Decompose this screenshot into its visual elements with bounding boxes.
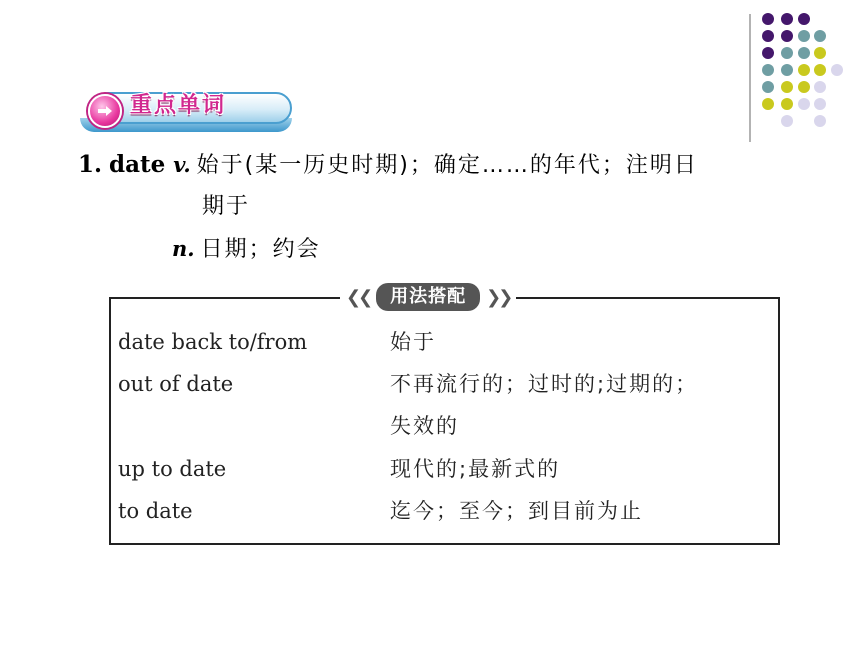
section-badge [78,86,294,136]
noun-meaning: 日期；约会 [200,237,321,262]
decorative-dot [762,81,774,93]
entry-number: 1. [78,151,103,178]
verb-meaning-line2: 期于 [202,194,251,219]
decorative-dot [762,98,774,110]
decorative-dot [798,98,810,110]
usage-phrase: up to date [118,457,227,481]
usage-meaning: 失效的 [390,414,459,438]
decorative-dot [814,81,826,93]
decorative-dot [781,30,793,42]
decorative-dot [814,98,826,110]
usage-meaning: 不再流行的；过时的;过期的； [390,372,699,396]
verb-pos: v. [173,152,191,177]
arrow-right-icon [97,105,113,117]
usage-meaning: 迄今；至今；到目前为止 [390,499,643,523]
decorative-dot [762,47,774,59]
decorative-dot [814,64,826,76]
usage-title: 用法搭配 [376,283,480,311]
section-title: 重点单词 [130,93,227,118]
decorative-dot [781,81,793,93]
decorative-dot [781,64,793,76]
usage-meaning: 现代的;最新式的 [390,457,561,481]
decorative-dot [781,98,793,110]
entry-word: date [109,151,166,178]
arrow-circle-icon [88,94,122,128]
decorative-dot [762,30,774,42]
entry-noun-line [172,234,321,265]
verb-meaning-line1: 始于(某一历史时期)；确定……的年代；注明日 [196,153,698,178]
decorative-dot [798,81,810,93]
decorative-dot [798,30,810,42]
decorative-dot [814,115,826,127]
chevron-left-icon: ❮❮ [346,286,371,308]
divider-line [749,14,751,142]
decorative-dot [762,64,774,76]
usage-meaning: 始于 [390,330,436,354]
decorative-dot [798,13,810,25]
chevron-right-icon: ❯❯ [486,286,511,308]
decorative-dot [781,115,793,127]
decorative-dot [814,30,826,42]
usage-phrase: date back to/from [118,330,308,354]
decorative-dot [831,64,843,76]
usage-phrase: out of date [118,372,234,396]
usage-header [340,282,516,312]
decorative-dot [798,47,810,59]
decorative-dot [798,64,810,76]
decorative-dot [781,47,793,59]
entry-verb-line [78,150,698,181]
decorative-dot [781,13,793,25]
noun-pos: n. [172,236,195,261]
usage-phrase: to date [118,499,193,523]
decorative-dot [762,13,774,25]
decorative-dot [814,47,826,59]
